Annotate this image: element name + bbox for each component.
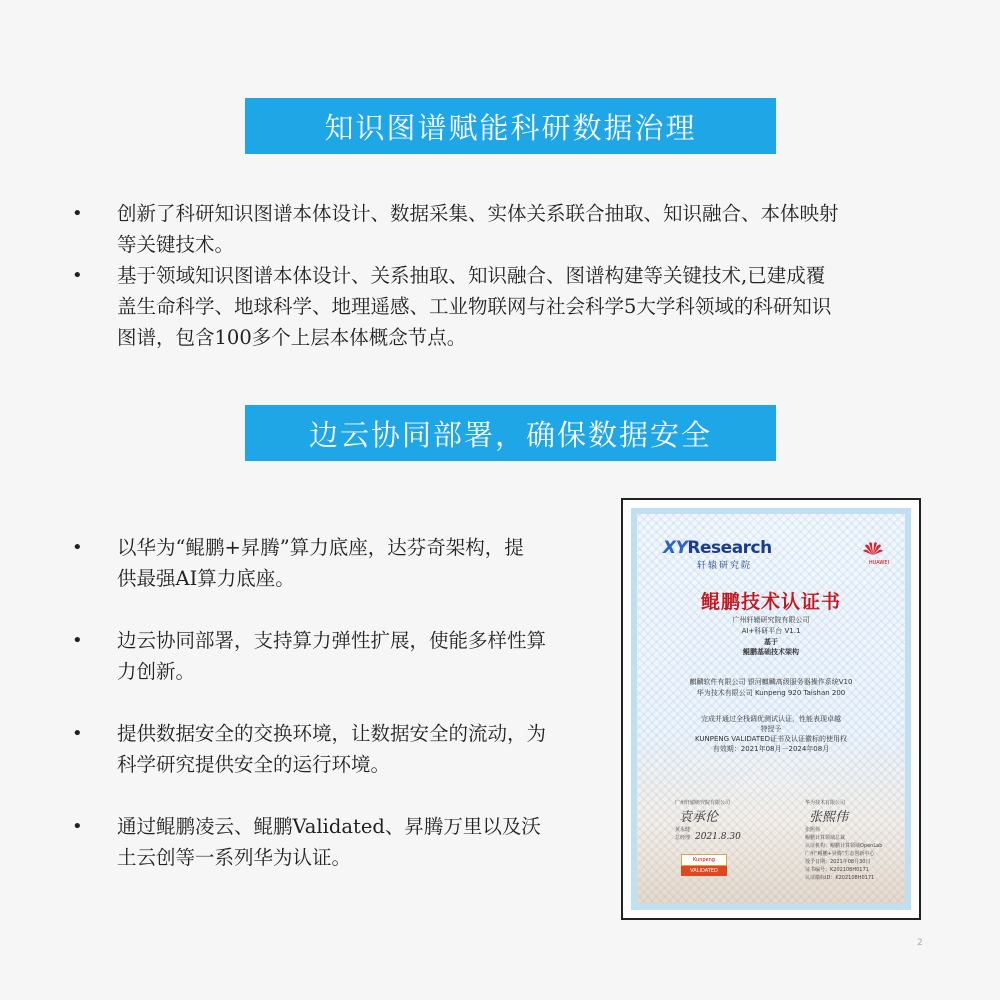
list-item	[72, 625, 600, 687]
list-item	[72, 718, 600, 780]
list-item-text: 以华为“鲲鹏+昇腾”算力底座，达芬奇架构，提	[117, 536, 524, 559]
bullet-icon: •	[72, 816, 83, 837]
list-item	[72, 532, 600, 594]
certificate-line: 基于	[764, 638, 778, 646]
certificate-line: 华为技术有限公司 Kunpeng 920 Taishan 200	[696, 689, 846, 697]
bullet-icon: •	[72, 203, 83, 224]
list-item-text: 提供数据安全的交换环境，让数据安全的流动，为	[117, 722, 547, 745]
list-item-text: 图谱，包含100多个上层本体概念节点。	[117, 326, 467, 349]
right-signer-org: 华为技术有限公司	[805, 800, 846, 806]
list-item-text: 创新了科研知识图谱本体设计、数据采集、实体关系联合抽取、知识融合、本体映射	[117, 202, 839, 225]
certificate-line: AI+科研平台 V1.1	[741, 627, 801, 635]
bullet-icon: •	[72, 723, 83, 744]
right-cert-line: 认证机构：鲲鹏计算领域OpenLab	[805, 843, 883, 849]
left-sign-date: 2021.8.30	[695, 832, 741, 842]
knowledge-graph-bullet-list	[72, 198, 942, 353]
xy-research-logo	[663, 538, 772, 558]
left-signer-name: 黄永健	[675, 827, 691, 833]
list-item-text: 供最强AI算力底座。	[117, 567, 295, 590]
logo-subtitle: 轩辕研究院	[697, 561, 753, 571]
certificate-line: 特授予	[760, 725, 782, 733]
edge-cloud-bullet-list	[72, 532, 600, 904]
badge-top-text: Kunpeng	[681, 854, 727, 866]
left-signature: 袁承伦	[679, 810, 719, 825]
list-item-text: 边云协同部署，支持算力弹性扩展，使能多样性算	[117, 629, 547, 652]
right-cert-line: 广州“鲲鹏+昇腾”生态创新中心	[805, 851, 875, 857]
list-item-text: 盖生命科学、地球科学、地理遥感、工业物联网与社会科学5大学科领域的科研知识	[117, 295, 832, 318]
list-item	[72, 198, 942, 260]
certificate-line: 广州轩辕研究院有限公司	[732, 616, 810, 624]
list-item-text: 通过鲲鹏凌云、鲲鹏Validated、昇腾万里以及沃	[117, 815, 541, 838]
list-item	[72, 260, 942, 353]
certificate-title: 鲲鹏技术认证书	[700, 591, 841, 613]
huawei-logo-icon	[863, 540, 883, 556]
kunpeng-certificate-image	[621, 498, 921, 920]
certificate-line: 鲲鹏基础技术架构	[743, 648, 799, 656]
bullet-icon: •	[72, 630, 83, 651]
logo-research-text: Research	[687, 538, 772, 558]
page-number: 2	[917, 938, 923, 948]
left-signer-role: 总经理	[675, 835, 691, 841]
left-signer-org: 广州轩辕研究院有限公司	[675, 800, 731, 806]
certificate-body	[631, 508, 911, 910]
right-cert-line: 证书编号：K202108H0171	[805, 867, 869, 873]
logo-xy-text: XY	[663, 538, 688, 558]
list-item-text: 等关键技术。	[117, 233, 235, 256]
certificate-line: KUNPENG VALIDATED证书及认证徽标的使用权	[695, 735, 847, 743]
bullet-icon: •	[72, 537, 83, 558]
certificate-line: 完成并通过全栈调优测试认证，性能表现卓越	[701, 715, 841, 723]
kunpeng-validated-badge	[681, 854, 727, 876]
bullet-icon: •	[72, 265, 83, 286]
list-item	[72, 811, 600, 873]
huawei-wordmark: HUAWEI	[868, 560, 889, 566]
right-signature: 张熙伟	[809, 810, 849, 825]
right-cert-line: 张熙伟	[805, 827, 821, 833]
right-cert-line: 授予日期：2021年08月30日	[805, 859, 871, 865]
list-item-text: 土云创等一系列华为认证。	[117, 846, 352, 869]
list-item-text: 力创新。	[117, 660, 196, 683]
section-title-edge-cloud: 边云协同部署，确保数据安全	[245, 405, 776, 461]
list-item-text: 基于领域知识图谱本体设计、关系抽取、知识融合、图谱构建等关键技术,已建成覆	[117, 264, 826, 287]
certificate-line: 有效期：2021年08月－2024年08月	[712, 745, 830, 753]
badge-bottom-text: VALIDATED	[681, 866, 727, 876]
right-cert-line: 鲲鹏计算领域总裁	[805, 835, 846, 841]
certificate-line: 麒麟软件有限公司 银河麒麟高级服务器操作系统V10	[689, 678, 853, 686]
right-cert-line: 认证徽标ID：K202108H0171	[805, 875, 875, 881]
section-title-knowledge-graph: 知识图谱赋能科研数据治理	[245, 98, 776, 154]
list-item-text: 科学研究提供安全的运行环境。	[117, 753, 391, 776]
